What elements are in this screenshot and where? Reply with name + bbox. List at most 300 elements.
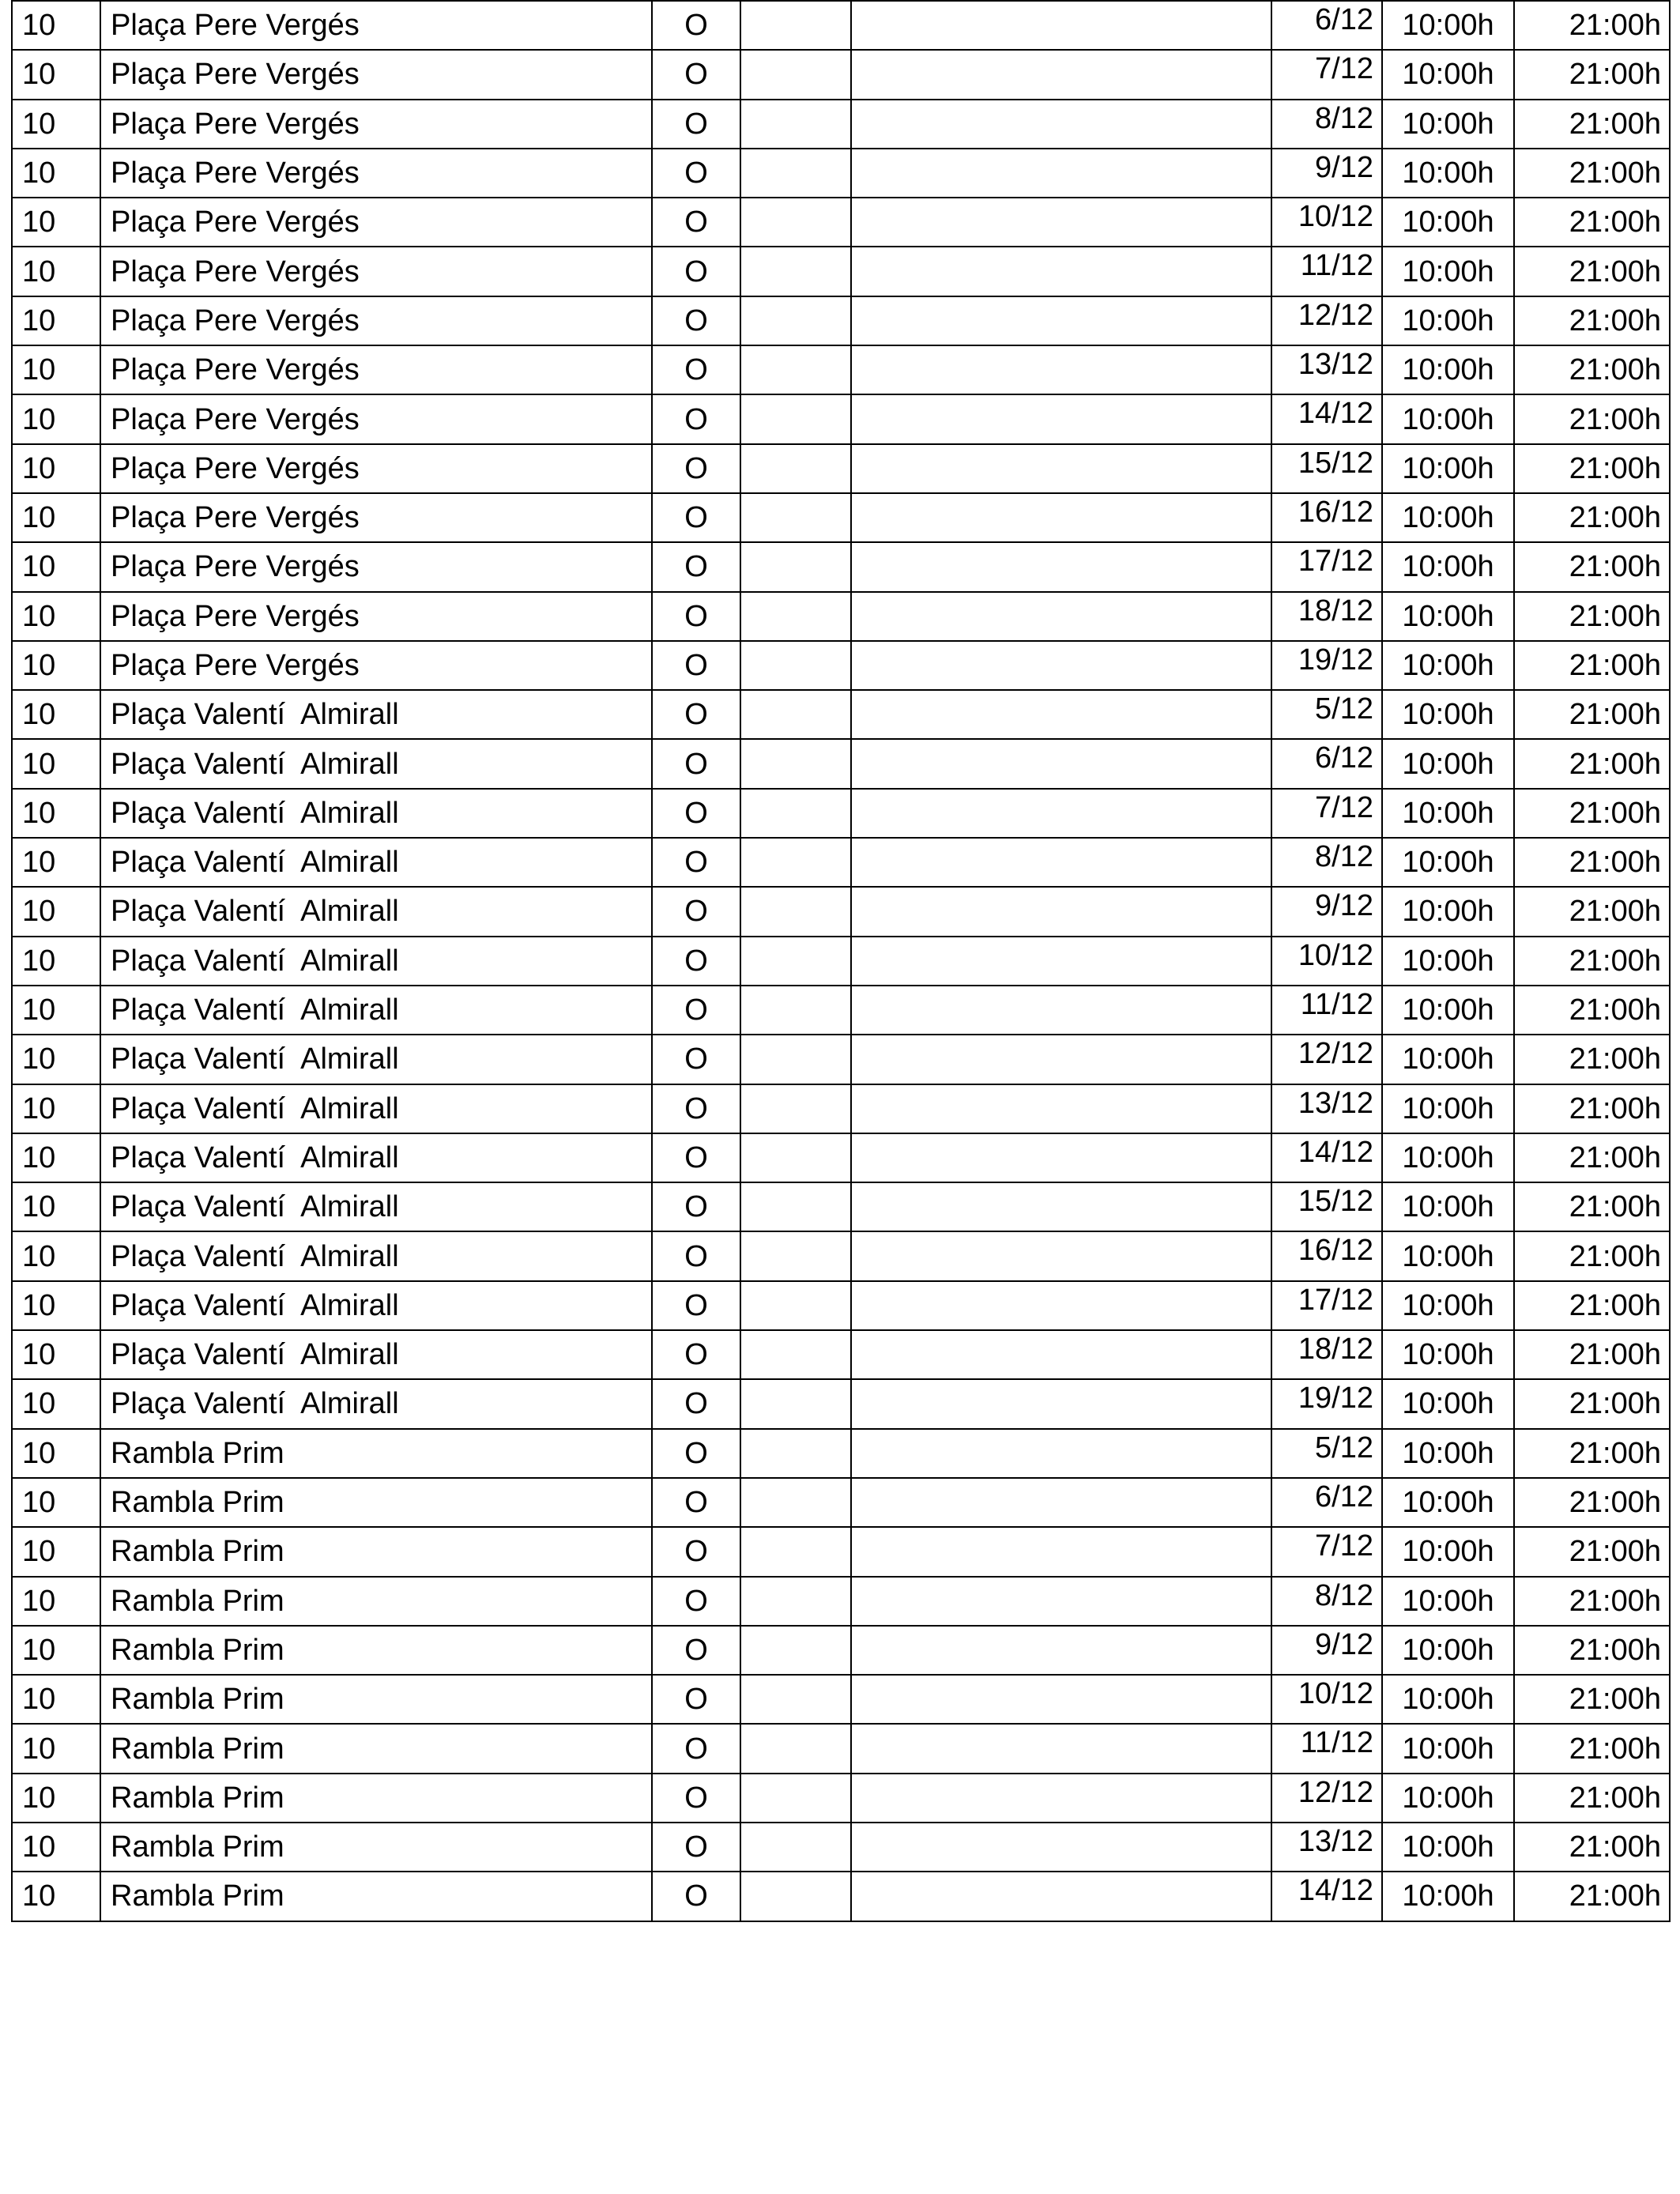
type-cell: O [652, 247, 740, 296]
table-row [12, 1429, 1670, 1478]
date-cell: 6/12 [1271, 1, 1382, 50]
date-cell: 10/12 [1271, 198, 1382, 247]
location-cell: Plaça Pere Vergés [100, 296, 652, 345]
date-cell: 17/12 [1271, 542, 1382, 591]
type-cell: O [652, 1626, 740, 1675]
location-cell: Rambla Prim [100, 1626, 652, 1675]
date-cell: 6/12 [1271, 739, 1382, 788]
empty-cell [740, 493, 851, 542]
end-time-cell: 21:00h [1514, 493, 1670, 542]
row-number: 10 [12, 1330, 100, 1379]
empty-cell [740, 838, 851, 887]
empty-cell [851, 1577, 1271, 1626]
empty-cell [851, 296, 1271, 345]
end-time-cell: 21:00h [1514, 345, 1670, 394]
row-number: 10 [12, 937, 100, 986]
end-time-cell: 21:00h [1514, 50, 1670, 99]
empty-cell [851, 937, 1271, 986]
type-cell: O [652, 937, 740, 986]
type-cell: O [652, 1281, 740, 1330]
start-time-cell: 10:00h [1382, 100, 1514, 149]
location-cell: Rambla Prim [100, 1823, 652, 1872]
start-time-cell: 10:00h [1382, 887, 1514, 936]
empty-cell [851, 50, 1271, 99]
start-time-cell: 10:00h [1382, 1527, 1514, 1576]
empty-cell [851, 1182, 1271, 1231]
empty-cell [740, 149, 851, 198]
start-time-cell: 10:00h [1382, 1872, 1514, 1921]
end-time-cell: 21:00h [1514, 887, 1670, 936]
date-cell: 11/12 [1271, 986, 1382, 1035]
start-time-cell: 10:00h [1382, 838, 1514, 887]
type-cell: O [652, 986, 740, 1035]
row-number: 10 [12, 838, 100, 887]
date-cell: 16/12 [1271, 1231, 1382, 1280]
row-number: 10 [12, 1379, 100, 1428]
end-time-cell: 21:00h [1514, 296, 1670, 345]
table-row [12, 1281, 1670, 1330]
table-row [12, 394, 1670, 443]
date-cell: 5/12 [1271, 690, 1382, 739]
table-row [12, 789, 1670, 838]
table-row [12, 1823, 1670, 1872]
end-time-cell: 21:00h [1514, 247, 1670, 296]
end-time-cell: 21:00h [1514, 542, 1670, 591]
location-cell: Plaça Valentí Almirall [100, 986, 652, 1035]
date-cell: 16/12 [1271, 493, 1382, 542]
row-number: 10 [12, 1, 100, 50]
date-cell: 12/12 [1271, 1035, 1382, 1084]
type-cell: O [652, 1823, 740, 1872]
table-row [12, 493, 1670, 542]
table-row [12, 1, 1670, 50]
location-cell: Plaça Pere Vergés [100, 444, 652, 493]
end-time-cell: 21:00h [1514, 1774, 1670, 1823]
row-number: 10 [12, 1182, 100, 1231]
start-time-cell: 10:00h [1382, 986, 1514, 1035]
table-row [12, 1724, 1670, 1773]
row-number: 10 [12, 641, 100, 690]
row-number: 10 [12, 1281, 100, 1330]
start-time-cell: 10:00h [1382, 1626, 1514, 1675]
type-cell: O [652, 50, 740, 99]
start-time-cell: 10:00h [1382, 345, 1514, 394]
start-time-cell: 10:00h [1382, 641, 1514, 690]
table-row [12, 1577, 1670, 1626]
empty-cell [740, 1084, 851, 1133]
table-row [12, 50, 1670, 99]
location-cell: Rambla Prim [100, 1872, 652, 1921]
type-cell: O [652, 1724, 740, 1773]
start-time-cell: 10:00h [1382, 1330, 1514, 1379]
empty-cell [740, 1872, 851, 1921]
row-number: 10 [12, 1231, 100, 1280]
date-cell: 8/12 [1271, 1577, 1382, 1626]
row-number: 10 [12, 1724, 100, 1773]
end-time-cell: 21:00h [1514, 1478, 1670, 1527]
end-time-cell: 21:00h [1514, 1182, 1670, 1231]
start-time-cell: 10:00h [1382, 50, 1514, 99]
type-cell: O [652, 1133, 740, 1182]
location-cell: Plaça Valentí Almirall [100, 887, 652, 936]
row-number: 10 [12, 100, 100, 149]
location-cell: Plaça Pere Vergés [100, 1, 652, 50]
table-row [12, 1133, 1670, 1182]
location-cell: Plaça Pere Vergés [100, 394, 652, 443]
row-number: 10 [12, 690, 100, 739]
row-number: 10 [12, 986, 100, 1035]
row-number: 10 [12, 247, 100, 296]
empty-cell [851, 198, 1271, 247]
row-number: 10 [12, 444, 100, 493]
empty-cell [851, 1823, 1271, 1872]
type-cell: O [652, 1035, 740, 1084]
end-time-cell: 21:00h [1514, 394, 1670, 443]
location-cell: Plaça Pere Vergés [100, 542, 652, 591]
table-row [12, 1527, 1670, 1576]
start-time-cell: 10:00h [1382, 592, 1514, 641]
end-time-cell: 21:00h [1514, 690, 1670, 739]
empty-cell [740, 198, 851, 247]
location-cell: Plaça Pere Vergés [100, 100, 652, 149]
type-cell: O [652, 887, 740, 936]
table-row [12, 592, 1670, 641]
start-time-cell: 10:00h [1382, 690, 1514, 739]
empty-cell [851, 542, 1271, 591]
location-cell: Plaça Valentí Almirall [100, 789, 652, 838]
date-cell: 5/12 [1271, 1429, 1382, 1478]
location-cell: Plaça Pere Vergés [100, 149, 652, 198]
location-cell: Plaça Pere Vergés [100, 493, 652, 542]
end-time-cell: 21:00h [1514, 149, 1670, 198]
location-cell: Plaça Valentí Almirall [100, 1379, 652, 1428]
empty-cell [851, 789, 1271, 838]
table-row [12, 542, 1670, 591]
date-cell: 12/12 [1271, 296, 1382, 345]
start-time-cell: 10:00h [1382, 1577, 1514, 1626]
start-time-cell: 10:00h [1382, 937, 1514, 986]
type-cell: O [652, 1084, 740, 1133]
empty-cell [740, 1231, 851, 1280]
empty-cell [740, 345, 851, 394]
row-number: 10 [12, 789, 100, 838]
empty-cell [740, 1, 851, 50]
location-cell: Plaça Valentí Almirall [100, 1330, 652, 1379]
date-cell: 8/12 [1271, 100, 1382, 149]
end-time-cell: 21:00h [1514, 1823, 1670, 1872]
empty-cell [851, 1330, 1271, 1379]
empty-cell [851, 838, 1271, 887]
empty-cell [740, 100, 851, 149]
location-cell: Plaça Valentí Almirall [100, 1231, 652, 1280]
date-cell: 19/12 [1271, 1379, 1382, 1428]
end-time-cell: 21:00h [1514, 1626, 1670, 1675]
end-time-cell: 21:00h [1514, 1527, 1670, 1576]
end-time-cell: 21:00h [1514, 198, 1670, 247]
empty-cell [851, 1084, 1271, 1133]
location-cell: Rambla Prim [100, 1478, 652, 1527]
empty-cell [851, 247, 1271, 296]
empty-cell [851, 1478, 1271, 1527]
table-row [12, 100, 1670, 149]
start-time-cell: 10:00h [1382, 247, 1514, 296]
end-time-cell: 21:00h [1514, 838, 1670, 887]
empty-cell [851, 149, 1271, 198]
end-time-cell: 21:00h [1514, 1, 1670, 50]
end-time-cell: 21:00h [1514, 1429, 1670, 1478]
date-cell: 9/12 [1271, 1626, 1382, 1675]
table-row [12, 937, 1670, 986]
location-cell: Plaça Pere Vergés [100, 345, 652, 394]
date-cell: 15/12 [1271, 444, 1382, 493]
table-body [12, 1, 1670, 1921]
empty-cell [740, 296, 851, 345]
date-cell: 11/12 [1271, 1724, 1382, 1773]
start-time-cell: 10:00h [1382, 493, 1514, 542]
empty-cell [851, 1035, 1271, 1084]
location-cell: Plaça Valentí Almirall [100, 1281, 652, 1330]
empty-cell [740, 739, 851, 788]
row-number: 10 [12, 50, 100, 99]
start-time-cell: 10:00h [1382, 296, 1514, 345]
start-time-cell: 10:00h [1382, 1379, 1514, 1428]
empty-cell [740, 1478, 851, 1527]
date-cell: 10/12 [1271, 937, 1382, 986]
empty-cell [851, 1, 1271, 50]
empty-cell [740, 1429, 851, 1478]
start-time-cell: 10:00h [1382, 1182, 1514, 1231]
empty-cell [851, 345, 1271, 394]
empty-cell [740, 1330, 851, 1379]
empty-cell [851, 887, 1271, 936]
date-cell: 14/12 [1271, 1133, 1382, 1182]
empty-cell [851, 1724, 1271, 1773]
type-cell: O [652, 1379, 740, 1428]
date-cell: 6/12 [1271, 1478, 1382, 1527]
start-time-cell: 10:00h [1382, 198, 1514, 247]
empty-cell [851, 641, 1271, 690]
end-time-cell: 21:00h [1514, 1675, 1670, 1724]
location-cell: Rambla Prim [100, 1429, 652, 1478]
row-number: 10 [12, 198, 100, 247]
type-cell: O [652, 198, 740, 247]
date-cell: 7/12 [1271, 50, 1382, 99]
type-cell: O [652, 345, 740, 394]
empty-cell [851, 1231, 1271, 1280]
type-cell: O [652, 1577, 740, 1626]
table-row [12, 149, 1670, 198]
table-row [12, 296, 1670, 345]
row-number: 10 [12, 1133, 100, 1182]
location-cell: Plaça Pere Vergés [100, 592, 652, 641]
table-row [12, 1379, 1670, 1428]
type-cell: O [652, 739, 740, 788]
table-row [12, 1872, 1670, 1921]
start-time-cell: 10:00h [1382, 789, 1514, 838]
table-row [12, 198, 1670, 247]
empty-cell [740, 247, 851, 296]
row-number: 10 [12, 1429, 100, 1478]
end-time-cell: 21:00h [1514, 592, 1670, 641]
table-row [12, 1675, 1670, 1724]
end-time-cell: 21:00h [1514, 1330, 1670, 1379]
row-number: 10 [12, 149, 100, 198]
end-time-cell: 21:00h [1514, 789, 1670, 838]
row-number: 10 [12, 1774, 100, 1823]
row-number: 10 [12, 1626, 100, 1675]
empty-cell [740, 394, 851, 443]
empty-cell [851, 394, 1271, 443]
type-cell: O [652, 789, 740, 838]
end-time-cell: 21:00h [1514, 986, 1670, 1035]
table-row [12, 1478, 1670, 1527]
date-cell: 8/12 [1271, 838, 1382, 887]
date-cell: 7/12 [1271, 789, 1382, 838]
empty-cell [851, 986, 1271, 1035]
date-cell: 9/12 [1271, 887, 1382, 936]
end-time-cell: 21:00h [1514, 1379, 1670, 1428]
location-cell: Plaça Valentí Almirall [100, 1182, 652, 1231]
row-number: 10 [12, 394, 100, 443]
start-time-cell: 10:00h [1382, 542, 1514, 591]
empty-cell [851, 493, 1271, 542]
row-number: 10 [12, 493, 100, 542]
start-time-cell: 10:00h [1382, 1724, 1514, 1773]
type-cell: O [652, 1675, 740, 1724]
empty-cell [740, 1133, 851, 1182]
date-cell: 13/12 [1271, 345, 1382, 394]
date-cell: 10/12 [1271, 1675, 1382, 1724]
row-number: 10 [12, 1035, 100, 1084]
location-cell: Plaça Pere Vergés [100, 50, 652, 99]
row-number: 10 [12, 1872, 100, 1921]
start-time-cell: 10:00h [1382, 1281, 1514, 1330]
start-time-cell: 10:00h [1382, 149, 1514, 198]
row-number: 10 [12, 1675, 100, 1724]
type-cell: O [652, 1231, 740, 1280]
empty-cell [851, 1133, 1271, 1182]
type-cell: O [652, 542, 740, 591]
schedule-table [11, 0, 1671, 1922]
date-cell: 13/12 [1271, 1084, 1382, 1133]
table-row [12, 1035, 1670, 1084]
table-row [12, 345, 1670, 394]
date-cell: 14/12 [1271, 1872, 1382, 1921]
empty-cell [740, 444, 851, 493]
type-cell: O [652, 1330, 740, 1379]
type-cell: O [652, 493, 740, 542]
date-cell: 7/12 [1271, 1527, 1382, 1576]
start-time-cell: 10:00h [1382, 1231, 1514, 1280]
type-cell: O [652, 1872, 740, 1921]
end-time-cell: 21:00h [1514, 1231, 1670, 1280]
location-cell: Rambla Prim [100, 1675, 652, 1724]
date-cell: 18/12 [1271, 1330, 1382, 1379]
empty-cell [740, 1774, 851, 1823]
location-cell: Plaça Valentí Almirall [100, 1133, 652, 1182]
empty-cell [851, 1281, 1271, 1330]
empty-cell [740, 887, 851, 936]
empty-cell [851, 1429, 1271, 1478]
table-row [12, 986, 1670, 1035]
type-cell: O [652, 1, 740, 50]
empty-cell [740, 542, 851, 591]
start-time-cell: 10:00h [1382, 1084, 1514, 1133]
type-cell: O [652, 149, 740, 198]
table-row [12, 641, 1670, 690]
start-time-cell: 10:00h [1382, 1823, 1514, 1872]
type-cell: O [652, 296, 740, 345]
location-cell: Plaça Valentí Almirall [100, 690, 652, 739]
empty-cell [851, 592, 1271, 641]
location-cell: Rambla Prim [100, 1774, 652, 1823]
table-row [12, 444, 1670, 493]
row-number: 10 [12, 542, 100, 591]
location-cell: Rambla Prim [100, 1527, 652, 1576]
empty-cell [740, 937, 851, 986]
empty-cell [851, 1527, 1271, 1576]
table-row [12, 887, 1670, 936]
end-time-cell: 21:00h [1514, 1281, 1670, 1330]
table-row [12, 838, 1670, 887]
start-time-cell: 10:00h [1382, 739, 1514, 788]
date-cell: 18/12 [1271, 592, 1382, 641]
end-time-cell: 21:00h [1514, 641, 1670, 690]
end-time-cell: 21:00h [1514, 100, 1670, 149]
location-cell: Plaça Pere Vergés [100, 247, 652, 296]
type-cell: O [652, 1478, 740, 1527]
date-cell: 13/12 [1271, 1823, 1382, 1872]
end-time-cell: 21:00h [1514, 1035, 1670, 1084]
start-time-cell: 10:00h [1382, 1, 1514, 50]
location-cell: Plaça Pere Vergés [100, 641, 652, 690]
type-cell: O [652, 444, 740, 493]
row-number: 10 [12, 296, 100, 345]
start-time-cell: 10:00h [1382, 1774, 1514, 1823]
type-cell: O [652, 394, 740, 443]
location-cell: Plaça Valentí Almirall [100, 1084, 652, 1133]
date-cell: 17/12 [1271, 1281, 1382, 1330]
empty-cell [740, 1823, 851, 1872]
end-time-cell: 21:00h [1514, 1084, 1670, 1133]
end-time-cell: 21:00h [1514, 1872, 1670, 1921]
empty-cell [740, 1035, 851, 1084]
date-cell: 14/12 [1271, 394, 1382, 443]
end-time-cell: 21:00h [1514, 739, 1670, 788]
table-row [12, 1231, 1670, 1280]
location-cell: Rambla Prim [100, 1577, 652, 1626]
table-row [12, 247, 1670, 296]
row-number: 10 [12, 1577, 100, 1626]
row-number: 10 [12, 592, 100, 641]
location-cell: Plaça Valentí Almirall [100, 739, 652, 788]
start-time-cell: 10:00h [1382, 1675, 1514, 1724]
end-time-cell: 21:00h [1514, 1724, 1670, 1773]
location-cell: Rambla Prim [100, 1724, 652, 1773]
type-cell: O [652, 1429, 740, 1478]
row-number: 10 [12, 739, 100, 788]
type-cell: O [652, 641, 740, 690]
row-number: 10 [12, 1084, 100, 1133]
date-cell: 11/12 [1271, 247, 1382, 296]
table-row [12, 690, 1670, 739]
date-cell: 15/12 [1271, 1182, 1382, 1231]
type-cell: O [652, 592, 740, 641]
table-row [12, 1084, 1670, 1133]
start-time-cell: 10:00h [1382, 394, 1514, 443]
table-row [12, 1330, 1670, 1379]
table-row [12, 1626, 1670, 1675]
